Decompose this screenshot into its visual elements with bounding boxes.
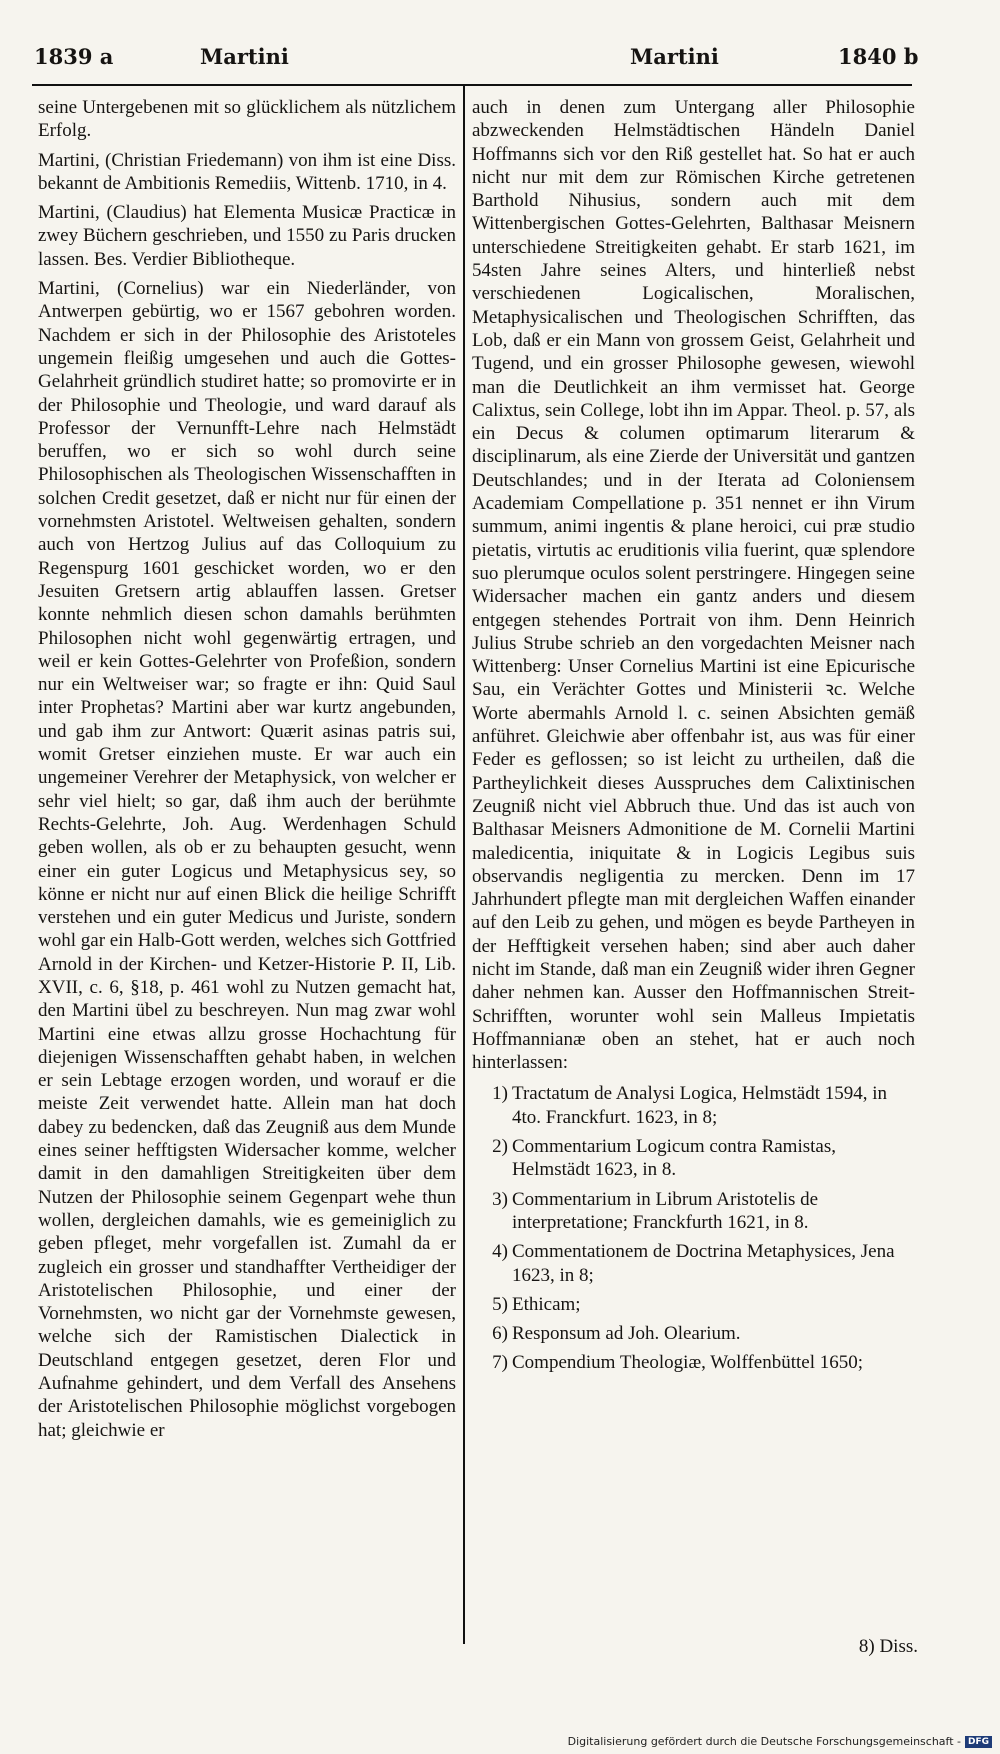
list-item [472,1082,915,1129]
list-item [472,1135,915,1182]
works-list [472,1082,915,1374]
item-text: Commentationem de Doctrina Metaphysices, Jena 1623, in 8; [512,1241,895,1286]
footer-text: Digitalisierung gefördert durch die Deutsche Forschungsgemeinschaft - [567,1735,961,1748]
right-column [472,96,915,1381]
running-title-right: Martini [630,44,719,69]
item-text: Compendium Theologiæ, Wolffenbüttel 1650; [512,1352,864,1374]
page-number-right: 1840 b [838,44,919,69]
list-item [472,1240,915,1287]
running-title-left: Martini [200,44,289,69]
list-item [472,1322,915,1345]
item-number: 4) [492,1241,508,1263]
item-text: Ethicam; [512,1293,581,1315]
page-number-left: 1839 a [34,44,114,69]
digitization-footer [568,1735,992,1748]
entry-claudius: Martini, (Claudius) hat Elementa Musicæ Practicæ in zwey Büchern geschrieben, und 1550 zu Paris drucken lassen. Bes. Verdier Bibliotheque. [38,202,456,270]
item-text: Commentarium Logicum contra Ramistas, Helmstädt 1623, in 8. [512,1136,836,1181]
item-number: 7) [492,1352,508,1374]
paragraph: seine Untergebenen mit so glücklichem als nützlichem Erfolg. [38,97,456,142]
dfg-logo: DFG [965,1736,992,1748]
list-item [472,1188,915,1235]
list-item [472,1351,915,1374]
item-number: 5) [492,1293,508,1315]
item-text: Commentarium in Librum Aristotelis de interpretatione; Franckfurth 1621, in 8. [512,1188,819,1233]
item-text: Responsum ad Joh. Olearium. [512,1323,741,1345]
left-column [38,96,456,1448]
item-text: Tractatum de Analysi Logica, Helmstädt 1594, in 4to. Franckfurt. 1623, in 8; [512,1083,888,1128]
item-number: 1) [492,1083,508,1105]
item-number: 6) [492,1323,508,1345]
item-number: 2) [492,1136,508,1158]
column-divider [463,84,465,1644]
header-rule [32,84,912,86]
item-number: 3) [492,1188,508,1210]
entry-christian-friedemann: Martini, (Christian Friedemann) von ihm ist eine Diss. bekannt de Ambitionis Remediis, Wittenb. 1710, in 4. [38,149,456,194]
catchword: 8) Diss. [858,1636,918,1657]
entry-cornelius: Martini, (Cornelius) war ein Niederländer, von Antwerpen gebürtig, wo er 1567 gebohren worden. Nachdem er sich in der Philosophie des Aristoteles ungemein fleißig umgesehen und auch die Gottes-Gelahrheit gründlich studiret hatte; so promovirte er in der Philosophie und Theologie, und ward darauf als Professor der Vernunfft-Lehre nach Helmstädt beruffen, wo er sich so wohl durch seine Philosophischen als Theologischen Wissenschafften in solchen Credit gesetzet, daß er nicht nur für einen der vornehmsten Aristotel. Weltweisen gehalten, sondern auch von Hertzog Julius auf das Colloquium zu Regenspurg 1601 geschicket worden, wo er den Jesuiten Gretsern artig ablauffen lassen. Gretser konnte nehmlich diesen schon damahls berühmten Philosophen nicht wohl gegenwärtig ertragen, und weil er kein Gottes-Gelehrter von Profeßion, sondern nur ein Weltweiser war; so fragte er ihn: Quid Saul inter Prophetas? Martini aber war kurtz angebunden, und gab ihm zur Antwort: Quærit asinas patris sui, womit Gretser einziehen muste. Er war auch ein ungemeiner Verehrer der Metaphysick, von welcher er sehr viel hielt; so gar, daß ihm auch der berühmte Rechts-Gelehrte, Joh. Aug. Werdenhagen Schuld geben wollen, als ob er zu behaupten gesucht, wenn einer ein guter Logicus und Metaphysicus sey, so könne er nicht nur auf einen Blick die heilige Schrifft verstehen und ein guter Medicus und Juriste, sondern wohl gar ein Halb-Gott werden, welches sich Gottfried Arnold in der Kirchen- und Ketzer-Historie P. II, Lib. XVII, c. 6, §18, p. 461 wohl zu Nutzen gemacht hat, den Martini übel zu beschreyen. Nun mag zwar wohl Martini eine etwas allzu grosse Hochachtung für diejenigen Wissenschafften gehabt haben, in welchen er sein Lebtage erzogen worden, und worauf er die meiste Zeit verwendet hatte. Allein man hat doch dabey zu bedencken, daß das Zeugniß aus dem Munde eines seiner hefftigsten Widersacher komme, welcher damit in den damahligen Streitigkeiten über dem Nutzen der Philosophie seinem Gegenpart wehe thun wollen, dergleichen damahls, wie es gemeiniglich zu geben pfleget, mehr vorgefallen ist. Zumahl da er zugleich ein grosser und standhaffter Vertheidiger der Aristotelischen Philosophie, und einer der Vornehmsten, wo nicht gar der Vornehmste gewesen, welche sich der Ramistischen Dialectick in Deutschland entgegen gesetzet, deren Flor und Aufnahme gehindert, und dem Verfall des Ansehens der Aristotelischen Philosophie möglichst vorgebogen hat; gleichwie er [38,278,456,1441]
paragraph: auch in denen zum Untergang aller Philosophie abzweckenden Helmstädtischen Händeln Daniel Hoffmanns sich vor den Riß gestellet hat. So hat er auch nicht nur mit dem zur Römischen Kirche getretenen Barthold Nihusius, sondern auch mit dem Wittenbergischen Gottes-Gelehrten, Balthasar Meisnern unterschiedene Streitigkeiten gehabt. Er starb 1621, im 54sten Jahre seines Alters, und hinterließ nebst verschiedenen Logicalischen, Moralischen, Metaphysicalischen und Theologischen Schrifften, das Lob, daß er ein Mann von grossem Geist, Gelahrheit und Tugend, und ein grosser Philosophe gewesen, wiewohl man die Deutlichkeit an ihm vermisset hat. George Calixtus, sein College, lobt ihn im Appar. Theol. p. 57, als ein Decus & columen optimarum literarum & disciplinarum, als eine Zierde der Universität und gantzen Deutschlandes; und in der Iterata ad Coloniensem Academiam Compellatione p. 351 nennet er ihn Virum summum, animi ingentis & plane heroici, cui præ studio pietatis, virtutis ac eruditionis vilia fuerint, quæ splendore suo plerumque oculos solent perstringere. Hingegen seine Widersacher machen ein gantz anders und diesem entgegen stehendes Portrait von ihm. Denn Heinrich Julius Strube schrieb an den vorgedachten Meisner nach Wittenberg: Unser Cornelius Martini ist eine Epicurische Sau, ein Verächter Gottes und Ministerii ꝛc. Welche Worte abermahls Arnold l. c. seinen Absichten gemäß anführet. Gleichwie aber offenbahr ist, aus was für einer Feder es geflossen; so ist leicht zu urtheilen, daß die Partheylichkeit dieses Ausspruches dem Calixtinischen Zeugniß nicht viel Abbruch thue. Und das ist auch von Balthasar Meisners Admonitione de M. Cornelii Martini maledicentia, iniquitate & in Logicis Legibus suis observandis negligentia zu mercken. Denn im 17 Jahrhundert pflegte man mit dergleichen Waffen einander auf den Leib zu gehen, und mögen es beyde Partheyen in der Hefftigkeit versehen haben; sind aber auch daher nicht im Stande, daß man ein Zeugniß wider ihren Gegner daher nehmen kan. Ausser den Hoffmannischen Streit-Schrifften, worunter wohl sein Malleus Impietatis Hoffmannianæ oben an stehet, hat er auch noch hinterlassen: [472,97,915,1074]
list-item [472,1293,915,1316]
